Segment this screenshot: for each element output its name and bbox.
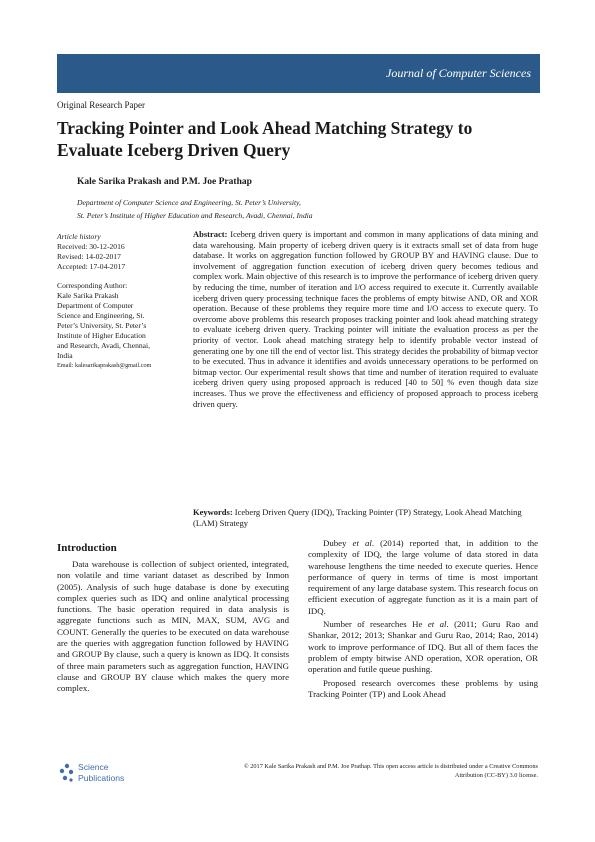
corresponding-line: India (57, 351, 73, 360)
history-label: Article history (57, 232, 101, 241)
publisher-name: Science Publications (78, 762, 125, 783)
corresponding-line: Kale Sarika Prakash (57, 291, 119, 300)
corresponding-line: Department of Computer (57, 301, 134, 310)
corresponding-line: Science and Engineering, St. (57, 311, 145, 320)
journal-banner (57, 54, 540, 93)
author-list: Kale Sarika Prakash and P.M. Joe Prathap (77, 177, 252, 187)
keywords (193, 507, 538, 529)
copyright-notice: © 2017 Kale Sarika Prakash and P.M. Joe Prathap. This open access article is distributed under a Creative Commons Attribution (CC-BY) 3.0 license. (243, 763, 538, 779)
publisher-logo-icon (58, 762, 76, 784)
article-sidebar (57, 232, 177, 371)
accepted-date: Accepted: 17-04-2017 (57, 262, 126, 271)
abstract-text: Iceberg driven query is important and common in many applications of data mining and data warehousing. Main property of iceberg driven query is it extracts small set of data from huge database. It works on aggregation function followed by GROUP BY and HAVING clause. Due to involvement of aggregation function execution of iceberg driven query becomes tedious and complex work. Main objective of this research is to improve the performance of iceberg driven query by reducing the time, number of iteration and I/O access required to execute it. Currently available iceberg driven query processing technique faces the problems of empty bitwise AND, OR and XOR operation. Because of these problems they require more time and I/O access to execute query. To overcome above problems this research proposes tracking pointer and look ahead matching strategy to evaluate iceberg driven query. Tracking pointer will initiate the evaluation process as per the priority of vector. Look ahead matching strategy help to identify probable vector instead of generating one by one till the end of vector list. This strategy decides the probability of bitmap vector to be executed. Thus in advance it identifies and avoids unnecessary operations to be performed on bitmap vector. Our experimental result shows that time and number of iteration required to evaluate iceberg driven query using proposed approach is reduced [40 to 50] % even though data size increases. Thus we prove the effectiveness and efficiency of proposed approach to process iceberg driven query. (193, 229, 539, 409)
paper-title: Tracking Pointer and Look Ahead Matching Strategy to Evaluate Iceberg Driven Query (57, 118, 473, 160)
abstract (193, 229, 538, 409)
affiliations (77, 196, 313, 222)
article-type: Original Research Paper (57, 100, 145, 110)
section-heading-introduction: Introduction (57, 542, 117, 554)
keywords-text: Iceberg Driven Query (IDQ), Tracking Pointer (TP) Strategy, Look Ahead Matching (LAM) Strategy (193, 507, 522, 528)
affiliation-line: St. Peter’s Institute of Higher Education and Research, Avadi, Chennai, India (77, 211, 313, 220)
received-date: Received: 30-12-2016 (57, 242, 125, 251)
corresponding-label: Corresponding Author: (57, 281, 128, 290)
intro-paragraph: Data warehouse is collection of subject oriented, integrated, non volatile and time variant dataset as described by Inmon (2005). Analysis of such huge database is done by executing complex queries such as IDQ and online analytical processing functions. The basic operation required in data analysis is aggregate functions such as MIN, MAX, SUM, AVG and COUNT. Generally the queries to be executed on data warehouse are the queries with aggregation function followed by HAVING and GROUP By clause, such a query is known as IDQ. It consists of three main parameters such as aggregation function, HAVING clause and GROUP BY clause which makes the query more complex. (57, 559, 289, 694)
corresponding-line: Institute of Higher Education (57, 331, 146, 340)
intro-paragraph: Dubey et al. (2014) reported that, in addition to the complexity of IDQ, the large volume of data stored in data warehouse lengthens the time needed to execute queries. Hence performance of query in terms of time is most important requirement of any large database system. This research focus on efficient execution of aggregate function as it is a main part of IDQ. (308, 538, 539, 616)
intro-paragraph: Number of researches He et al. (2011; Guru Rao and Shankar, 2012; 2013; Shankar and Guru Rao, 2014; Rao, 2014) work to improve performance of IDQ. But all of them faces the problem of empty bitwise AND operation, XOR operation, OR operation and futile queue pushing. (308, 619, 539, 675)
revised-date: Revised: 14-02-2017 (57, 252, 121, 261)
abstract-label: Abstract: (193, 229, 228, 239)
publisher-logo (58, 762, 178, 786)
left-column (57, 559, 289, 695)
corresponding-line: Peter’s University, St. Peter’s (57, 321, 147, 330)
corresponding-line: and Research, Avadi, Chennai, (57, 341, 151, 350)
keywords-label: Keywords: (193, 507, 233, 517)
right-column (308, 538, 538, 700)
affiliation-line: Department of Computer Science and Engineering, St. Peter’s University, (77, 198, 301, 207)
author-email[interactable]: Email: kalesarikaprakash@gmail.com (57, 362, 152, 369)
intro-paragraph: Proposed research overcomes these problems by using Tracking Pointer (TP) and Look Ahead (308, 677, 538, 699)
journal-name: Journal of Computer Sciences (386, 66, 531, 80)
